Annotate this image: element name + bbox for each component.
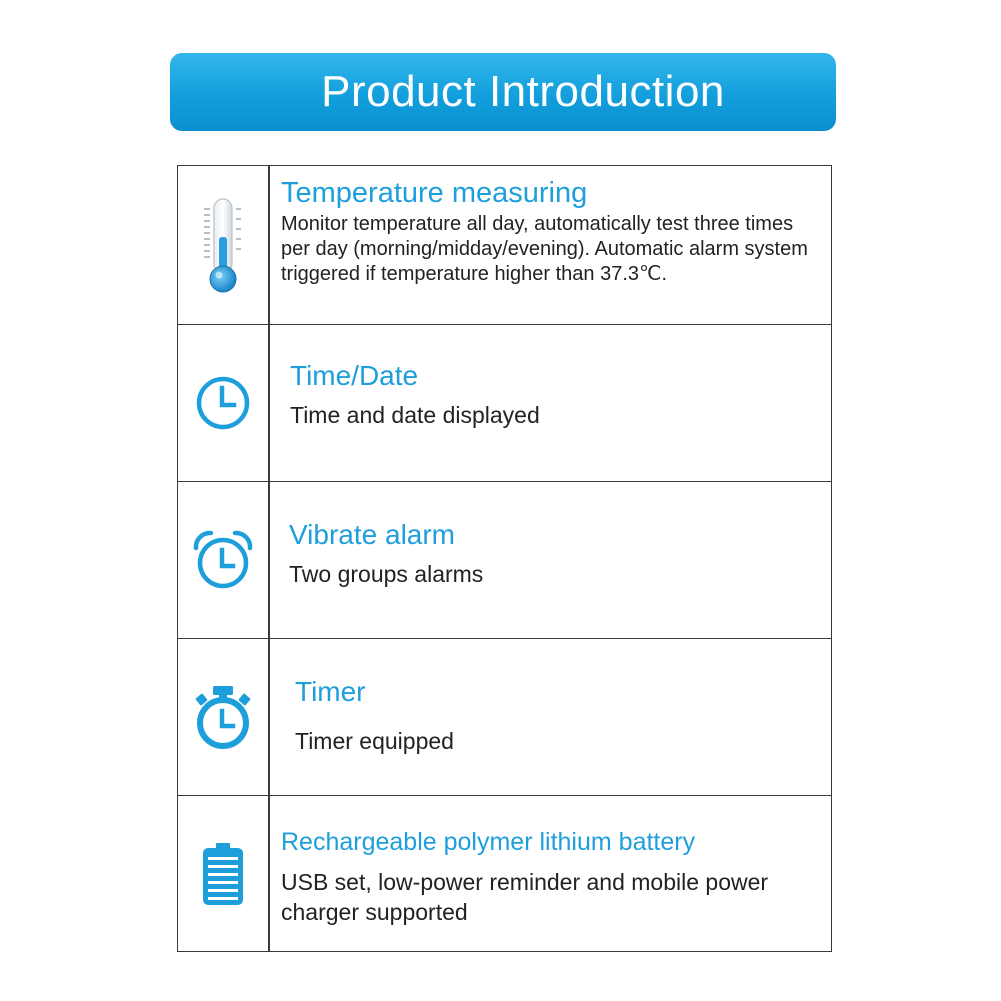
feature-row-time-date bbox=[178, 324, 831, 481]
feature-icon-cell bbox=[178, 166, 268, 324]
alarm-clock-icon bbox=[191, 528, 255, 592]
feature-text bbox=[281, 829, 821, 927]
feature-description: Time and date displayed bbox=[290, 401, 540, 428]
battery-icon bbox=[201, 842, 245, 906]
feature-icon-cell bbox=[178, 639, 268, 795]
stopwatch-icon bbox=[193, 684, 253, 750]
page-title: Product Introduction bbox=[321, 67, 725, 116]
column-divider bbox=[268, 796, 270, 951]
column-divider bbox=[268, 166, 270, 324]
feature-text bbox=[290, 361, 821, 429]
feature-title: Vibrate alarm bbox=[289, 519, 456, 550]
feature-row-timer bbox=[178, 638, 831, 795]
feature-row-vibrate-alarm bbox=[178, 481, 831, 638]
feature-table bbox=[177, 165, 832, 952]
feature-title: Temperature measuring bbox=[281, 177, 588, 209]
clock-icon bbox=[195, 375, 251, 431]
feature-icon-cell bbox=[178, 796, 268, 951]
feature-icon-cell bbox=[178, 482, 268, 638]
title-banner bbox=[170, 53, 836, 131]
feature-title: Timer bbox=[295, 676, 366, 707]
feature-text bbox=[295, 677, 821, 755]
column-divider bbox=[268, 639, 270, 795]
column-divider bbox=[268, 482, 270, 638]
feature-row-temperature bbox=[178, 166, 831, 324]
feature-row-battery bbox=[178, 795, 831, 951]
feature-title: Time/Date bbox=[290, 360, 419, 391]
feature-icon-cell bbox=[178, 325, 268, 481]
feature-title: Rechargeable polymer lithium battery bbox=[281, 828, 696, 856]
feature-description: Timer equipped bbox=[295, 727, 454, 754]
feature-text bbox=[281, 178, 821, 287]
feature-text bbox=[289, 520, 821, 588]
feature-description: USB set, low-power reminder and mobile power charger supported bbox=[281, 868, 769, 925]
feature-description: Monitor temperature all day, automatically test three times per day (morning/midday/evening). Automatic alarm system triggered if temperature higher than 37.3℃. bbox=[281, 212, 808, 285]
feature-description: Two groups alarms bbox=[289, 560, 484, 587]
column-divider bbox=[268, 325, 270, 481]
thermometer-icon bbox=[201, 195, 245, 295]
